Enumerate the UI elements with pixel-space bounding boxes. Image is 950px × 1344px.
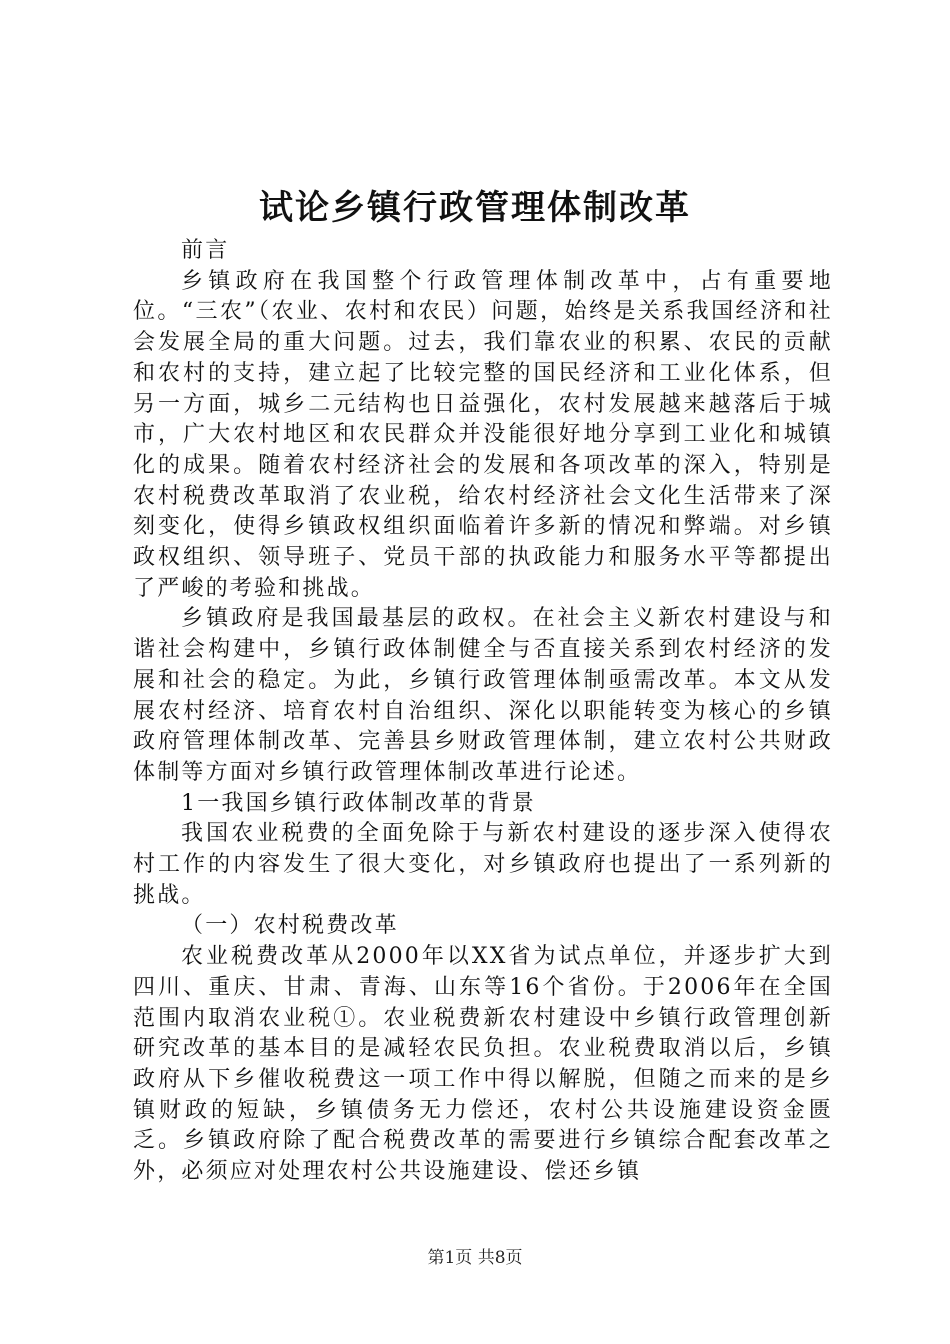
paragraph: 我国农业税费的全面免除于与新农村建设的逐步深入使得农村工作的内容发生了很大变化，对乡镇政府也提出了一系列新的挑战。 [133,821,833,908]
section-heading: 1一我国乡镇行政体制改革的背景 [181,790,536,816]
page-number-footer: 第1页 共8页 [427,1248,523,1268]
document-title: 试论乡镇行政管理体制改革 [259,188,691,228]
subsection-heading: （一）农村税费改革 [181,913,399,939]
document-body [133,236,833,1188]
paragraph: 乡镇政府是我国最基层的政权。在社会主义新农村建设与和谐社会构建中，乡镇行政体制健全与否直接关系到农村经济的发展和社会的稳定。为此，乡镇行政管理体制亟需改革。本文从发展农村经济、培育农村自治组织、深化以职能转变为核心的乡镇政府管理体制改革、完善县乡财政管理体制，建立农村公共财政体制等方面对乡镇行政管理体制改革进行论述。 [133,606,833,785]
paragraph: 农业税费改革从2000年以XX省为试点单位，并逐步扩大到四川、重庆、甘肃、青海、山东等16个省份。于2006年在全国范围内取消农业税①。农业税费新农村建设中乡镇行政管理创新研究改革的基本目的是减轻农民负担。农业税费取消以后，乡镇政府从下乡催收税费这一项工作中得以解脱，但随之而来的是乡镇财政的短缺，乡镇债务无力偿还，农村公共设施建设资金匮乏。乡镇政府除了配合税费改革的需要进行乡镇综合配套改革之外，必须应对处理农村公共设施建设、偿还乡镇 [133,944,833,1185]
section-heading-preface: 前言 [181,238,230,263]
paragraph: 乡镇政府在我国整个行政管理体制改革中，占有重要地位。“三农”（农业、农村和农民）问题，始终是关系我国经济和社会发展全局的重大问题。过去，我们靠农业的积累、农民的贡献和农村的支持，建立起了比较完整的国民经济和工业化体系，但另一方面，城乡二元结构也日益强化，农村发展越来越落后于城市，广大农村地区和农民群众并没能很好地分享到工业化和城镇化的成果。随着农村经济社会的发展和各项改革的深入，特别是农村税费改革取消了农业税，给农村经济社会文化生活带来了深刻变化，使得乡镇政权组织面临着许多新的情况和弊端。对乡镇政权组织、领导班子、党员干部的执政能力和服务水平等都提出了严峻的考验和挑战。 [133,268,833,601]
